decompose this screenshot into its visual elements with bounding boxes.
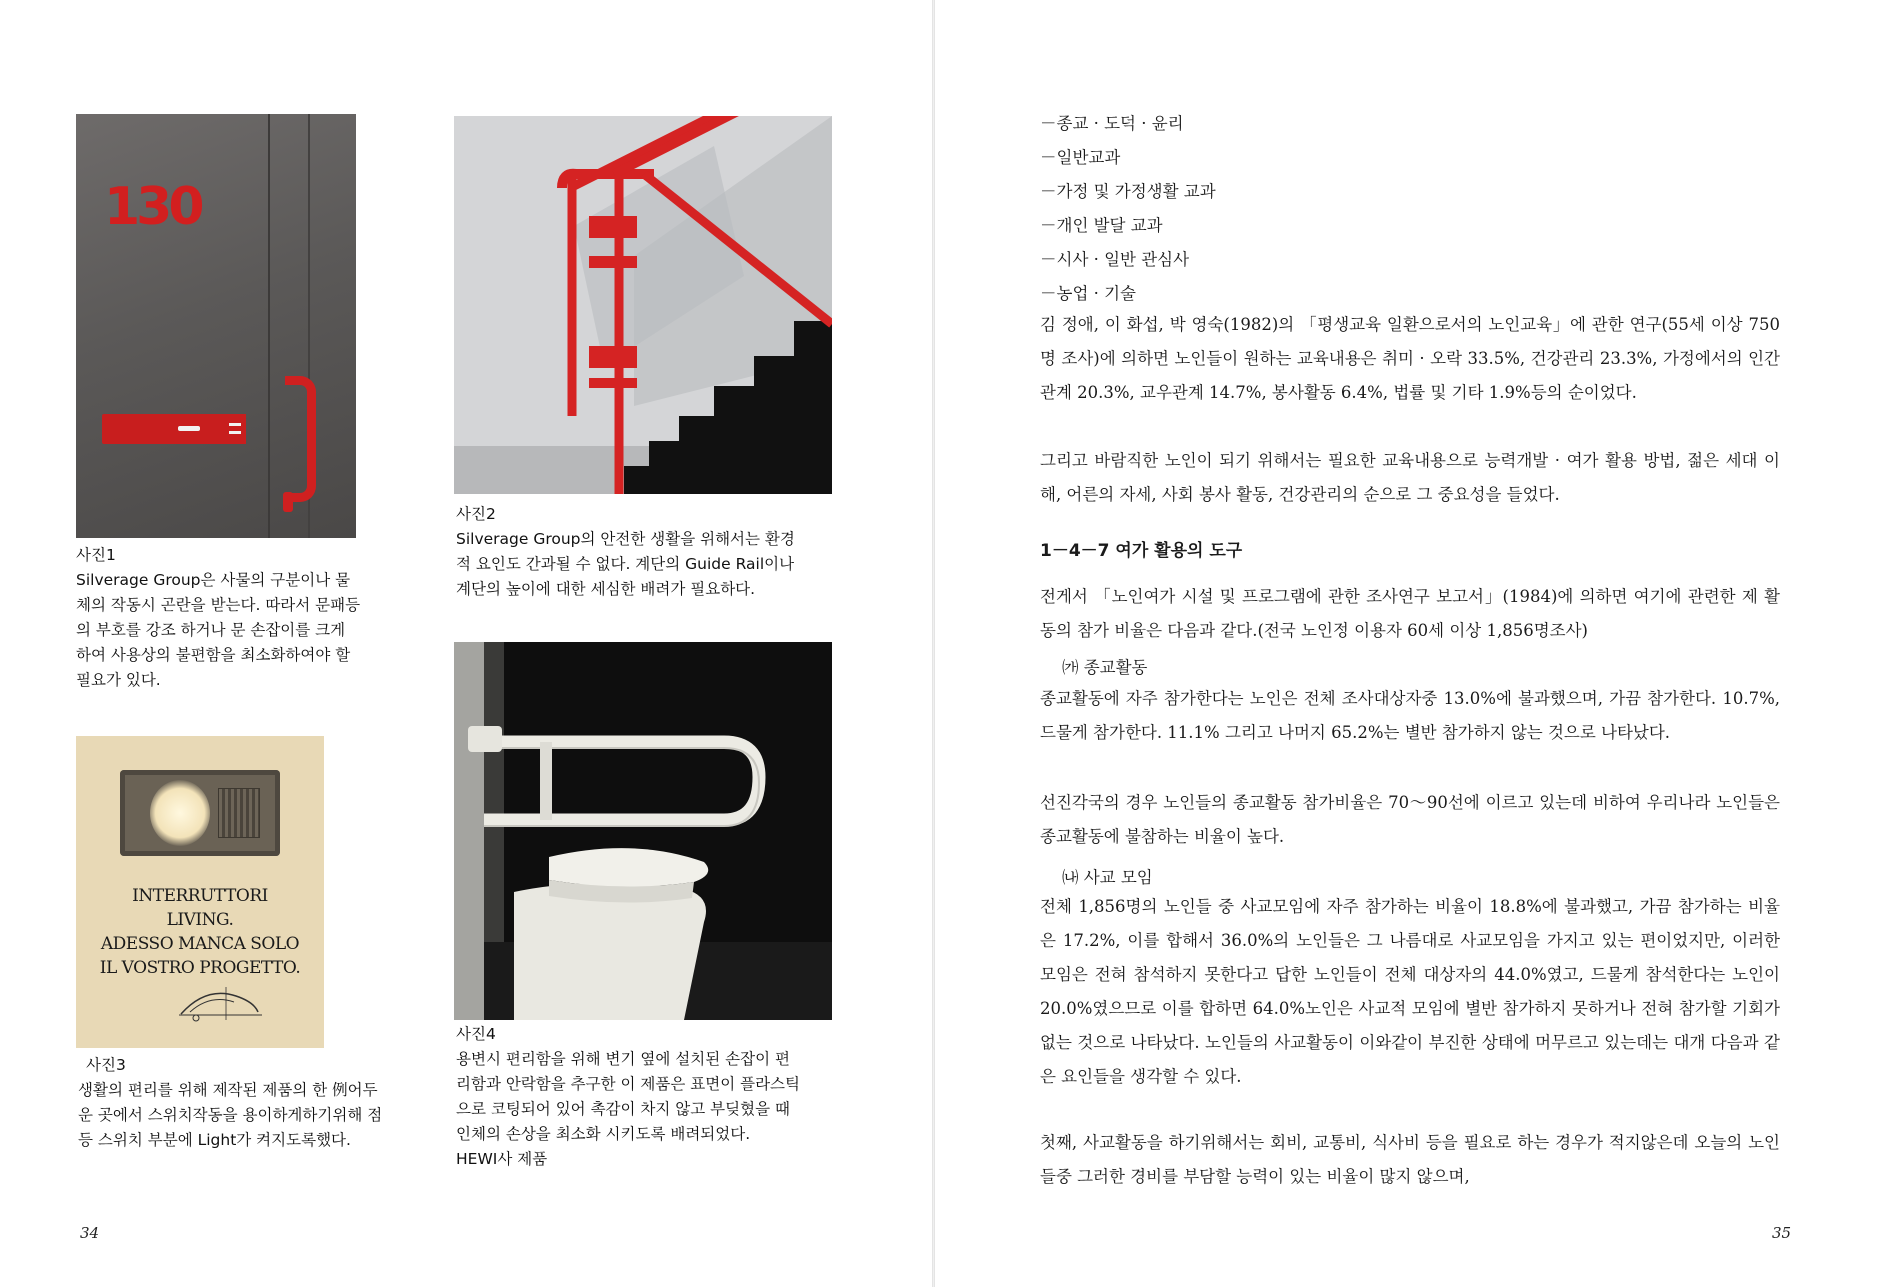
photo-4-caption <box>456 1022 801 1172</box>
subheading: ㈎ 종교활동 <box>1062 658 1148 677</box>
switch-keypad <box>218 788 260 838</box>
photo-3-caption-text: 생활의 편리를 위해 제작된 제품의 한 例어두운 곳에서 스위치작동을 용이하게하기위해 점등 스위치 부분에 Light가 켜지도록했다. <box>78 1081 383 1149</box>
photo-3-caption-title: 사진3 <box>86 1056 126 1074</box>
door-panel-line <box>268 114 270 538</box>
list-item: －농업 · 기술 <box>1040 284 1136 303</box>
photo-2-caption-text: Silverage Group의 안전한 생활을 위해서는 환경적 요인도 간과될 수 없다. 계단의 Guide Rail이나 계단의 높이에 대한 세심한 배려가 필요하다. <box>456 530 795 598</box>
paragraph: 그리고 바람직한 노인이 되기 위해서는 필요한 교육내용으로 능력개발 · 여가 활용 방법, 젊은 세대 이해, 어른의 자세, 사회 봉사 활동, 건강관리의 순으로 그 중요성을 들었다. <box>1040 451 1780 504</box>
paragraph: 선진각국의 경우 노인들의 종교활동 참가비율은 70～90선에 이르고 있는데 비하여 우리나라 노인들은 종교활동에 불참하는 비율이 높다. <box>1040 793 1780 846</box>
door-handle-base <box>283 492 293 512</box>
paragraph: 전게서 「노인여가 시설 및 프로그램에 관한 조사연구 보고서」(1984)에 의하면 여기에 관련한 제 활동의 참가 비율은 다음과 같다.(전국 노인정 이용자 60세 이상 1,856명조사) <box>1040 587 1780 640</box>
right-page-body <box>1040 0 1780 1287</box>
ad-line-3: ADESSO MANCA SOLO <box>100 934 300 954</box>
list-item: －종교 · 도덕 · 윤리 <box>1040 114 1184 133</box>
list-item: －개인 발달 교과 <box>1040 216 1163 235</box>
light-glow <box>150 780 210 846</box>
ad-line-1: INTERRUTTORI <box>132 886 268 906</box>
paragraph: 김 정애, 이 화섭, 박 영숙(1982)의 「평생교육 일환으로서의 노인교육」에 관한 연구(55세 이상 750명 조사)에 의하면 노인들이 원하는 교육내용은 취미 · 오락 33.5%, 건강관리 23.3%, 가정에서의 인간관계 20.3%, 교우관계 14.7%, 봉사활동 6.4%, 법률 및 기타 1.9%등의 순이었다. <box>1040 315 1780 402</box>
photo-1-caption-text: Silverage Group은 사물의 구분이나 물체의 작동시 곤란을 받는다. 따라서 문패등의 부호를 강조 하거나 문 손잡이를 크게 하여 사용상의 불편함을 최소화하여야 할 필요가 있다. <box>76 571 361 689</box>
photo-4-caption-text: 용변시 편리함을 위해 변기 옆에 설치된 손잡이 편리함과 안락함을 추구한 이 제품은 표면이 플라스틱으로 코팅되어 있어 촉감이 차지 않고 부딪혔을 때 인체의 손상을 최소화 시키도록 배려되었다. <box>456 1050 800 1143</box>
paragraph: 첫째, 사교활동을 하기위해서는 회비, 교통비, 식사비 등을 필요로 하는 경우가 적지않은데 오늘의 노인들중 그러한 경비를 부담할 능력이 있는 비율이 많지 않으며, <box>1040 1133 1780 1186</box>
page-gutter <box>932 0 935 1287</box>
grab-bar-illustration <box>454 642 832 1020</box>
left-page-number: 34 <box>80 1224 100 1242</box>
photo-2-caption <box>456 502 801 602</box>
list-item: －시사 · 일반 관심사 <box>1040 250 1190 269</box>
photo-1-caption <box>76 543 361 693</box>
stair-rail-illustration <box>454 116 832 494</box>
photo-2-caption-title: 사진2 <box>456 505 496 523</box>
photo-1-door <box>76 114 356 538</box>
paragraph: 전체 1,856명의 노인들 중 사교모임에 자주 참가하는 비율이 18.8%에 불과했고, 가끔 참가하는 비율은 17.2%, 이를 합해서 36.0%의 노인들은 그 나름대로 사교모임을 가지고 있는 편이었지만, 이러한 모임은 전혀 참석하지 못한다고 답한 노인들이 전체 대상자의 44.0%였고, 드물게 참석한다는 노인이 20.0%였으므로 이를 합하면 64.0%노인은 사교적 모임에 별반 참가하지 못하거나 전혀 참가할 기회가 없는 것으로 나타났다. 노인들의 사교활동이 이와같이 부진한 상태에 머무르고 있는데는 대개 다음과 같은 요인들을 생각할 수 있다. <box>1040 897 1780 1086</box>
list-item: －일반교과 <box>1040 148 1121 167</box>
photo-3-switch-ad <box>76 736 324 1048</box>
door-latch-indicator <box>224 414 246 444</box>
ad-logo-sketch <box>176 982 266 1024</box>
photo-3-caption <box>78 1053 390 1153</box>
door-number-sign: 130 <box>104 177 201 237</box>
photo-2-stair-rail <box>454 116 832 494</box>
ad-line-2: LIVING. <box>166 910 234 930</box>
photo-4-caption-credit: HEWI사 제품 <box>456 1150 548 1168</box>
photo-4-grab-bar <box>454 642 832 1020</box>
list-item: －가정 및 가정생활 교과 <box>1040 182 1216 201</box>
door-handle <box>285 376 316 502</box>
paragraph: 종교활동에 자주 참가한다는 노인은 전체 조사대상자중 13.0%에 불과했으며, 가끔 참가한다. 10.7%, 드물게 참가한다. 11.1% 그리고 나머지 65.2%는 별반 참가하지 않는 것으로 나타났다. <box>1040 689 1780 742</box>
right-page-number: 35 <box>1772 1224 1792 1242</box>
switch-plate <box>120 770 280 856</box>
ad-line-4: IL VOSTRO PROGETTO. <box>99 958 301 978</box>
subheading: ㈏ 사교 모임 <box>1062 868 1153 887</box>
photo-4-caption-title: 사진4 <box>456 1025 496 1043</box>
section-heading: 1－4－7 여가 활용의 도구 <box>1040 541 1243 561</box>
photo-1-caption-title: 사진1 <box>76 546 116 564</box>
